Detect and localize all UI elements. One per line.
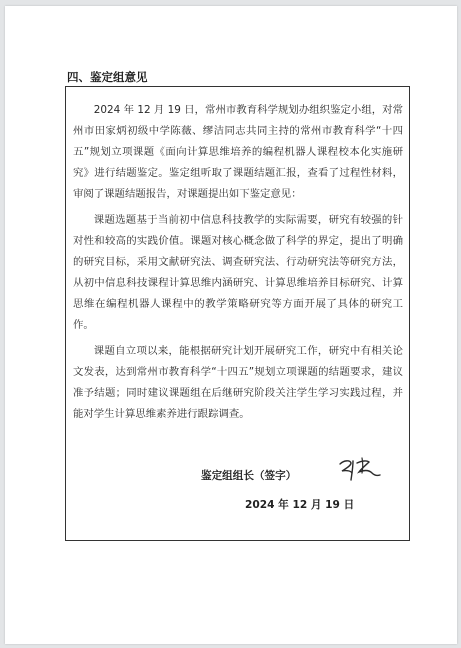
section-heading: 四、鉴定组意见 bbox=[67, 70, 148, 84]
opinion-paragraph-evaluation: 课题选题基于当前初中信息科技教学的实际需要，研究有较强的针对性和较高的实践价值。课题对核心概念做了科学的界定，提出了明确的研究目标，采用文献研究法、调查研究法、行动研究法等研究方法，从初中信息科技课程计算思维内涵研究、计算思维培养目标研究、计算思维在编程机器人课程中的教学策略研究等方面开展了具体的研究工作。 bbox=[73, 214, 403, 331]
leader-signature-label: 鉴定组组长（签字） bbox=[201, 470, 297, 482]
opinion-paragraph-conclusion: 课题自立项以来，能根据研究计划开展研究工作，研究中有相关论文发表，达到常州市教育科学“十四五”规划立项课题的结题要求，建议准予结题；同时建议课题组在后继研究阶段关注学生学习实践过程，并能对学生计算思维素养进行跟踪调查。 bbox=[73, 345, 403, 420]
opinion-content bbox=[73, 100, 403, 425]
sign-date: 2024 年 12 月 19 日 bbox=[245, 499, 355, 511]
opinion-paragraph-intro: 2024 年 12 月 19 日，常州市教育科学规划办组织鉴定小组，对常州市田家炳初级中学陈薇、缪洁同志共同主持的常州市教育科学“十四五”规划立项课题《面向计算思维培养的编程机器人课程校本化实施研究》进行结题鉴定。鉴定组听取了课题结题汇报，查看了过程性材料，审阅了课题结题报告，对课题提出如下鉴定意见： bbox=[73, 104, 403, 200]
document-page bbox=[5, 6, 457, 644]
handwritten-signature bbox=[336, 455, 382, 483]
